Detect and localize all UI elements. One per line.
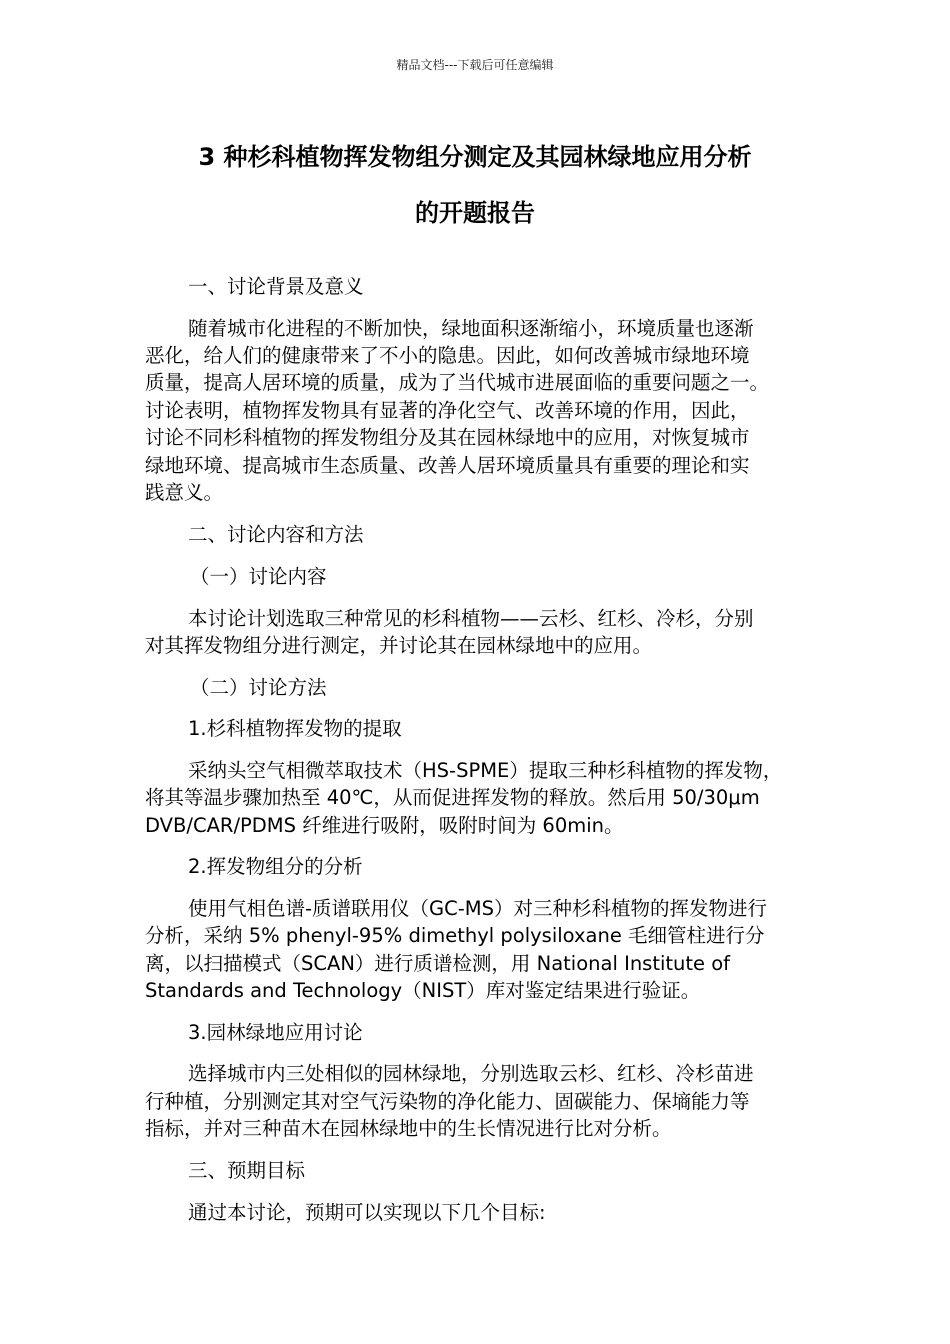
paragraph-line: DVB/CAR/PDMS 纤维进行吸附，吸附时间为 60min。 <box>145 814 624 837</box>
section-heading-content-methods: 二、讨论内容和方法 <box>188 523 364 546</box>
paragraph-line: 讨论不同杉科植物的挥发物组分及其在园林绿地中的应用，对恢复城市 <box>145 426 750 449</box>
paragraph-line: 分析，采纳 5% phenyl-95% dimethyl polysiloxane 毛细管柱进行分 <box>145 924 765 947</box>
paragraph-line: Standards and Technology（NIST）库对鉴定结果进行验证。 <box>145 979 701 1002</box>
paragraph-line: 离，以扫描模式（SCAN）进行质谱检测，用 National Institute of <box>145 952 731 975</box>
paragraph-line: 随着城市化进程的不断加快，绿地面积逐渐缩小，环境质量也逐渐 <box>188 317 754 340</box>
paragraph-line: 选择城市内三处相似的园林绿地，分别选取云杉、红杉、冷杉苗进 <box>188 1062 754 1085</box>
paragraph-line: 绿地环境、提高城市生态质量、改善人居环境质量具有重要的理论和实 <box>145 454 750 477</box>
paragraph-line: 指标，并对三种苗木在园林绿地中的生长情况进行比对分析。 <box>145 1117 672 1140</box>
paragraph-line: 质量，提高人居环境的质量，成为了当代城市进展面临的重要问题之一。 <box>145 371 770 394</box>
paragraph-line: 采纳头空气相微萃取技术（HS-SPME）提取三种杉科植物的挥发物， <box>188 759 783 782</box>
page-title-line-2: 的开题报告 <box>415 199 535 227</box>
paragraph-line: 对其挥发物组分进行测定，并讨论其在园林绿地中的应用。 <box>145 634 653 657</box>
method-heading-extraction: 1.杉科植物挥发物的提取 <box>188 717 402 740</box>
section-heading-background: 一、讨论背景及意义 <box>188 275 364 298</box>
paragraph-line: 讨论表明，植物挥发物具有显著的净化空气、改善环境的作用，因此， <box>145 399 750 422</box>
paragraph-line: 将其等温步骤加热至 40℃，从而促进挥发物的释放。然后用 50/30μm <box>145 786 760 809</box>
paragraph-line: 恶化，给人们的健康带来了不小的隐患。因此，如何改善城市绿地环境 <box>145 344 750 367</box>
section-heading-goals: 三、预期目标 <box>188 1159 306 1182</box>
method-heading-application: 3.园林绿地应用讨论 <box>188 1021 363 1044</box>
page-title-line-1: 3 种杉科植物挥发物组分测定及其园林绿地应用分析 <box>198 143 752 171</box>
header-watermark: 精品文档---下载后可任意编辑 <box>396 58 554 72</box>
method-heading-analysis: 2.挥发物组分的分析 <box>188 855 363 878</box>
paragraph-line: 通过本讨论，预期可以实现以下几个目标: <box>188 1201 546 1224</box>
paragraph-line: 践意义。 <box>145 481 224 504</box>
paragraph-line: 本讨论计划选取三种常见的杉科植物——云杉、红杉、冷杉，分别 <box>188 607 754 630</box>
subsection-heading-content: （一）讨论内容 <box>190 565 327 588</box>
paragraph-line: 使用气相色谱-质谱联用仪（GC-MS）对三种杉科植物的挥发物进行 <box>188 897 768 920</box>
subsection-heading-methods: （二）讨论方法 <box>190 676 327 699</box>
paragraph-line: 行种植，分别测定其对空气污染物的净化能力、固碳能力、保墒能力等 <box>145 1090 750 1113</box>
